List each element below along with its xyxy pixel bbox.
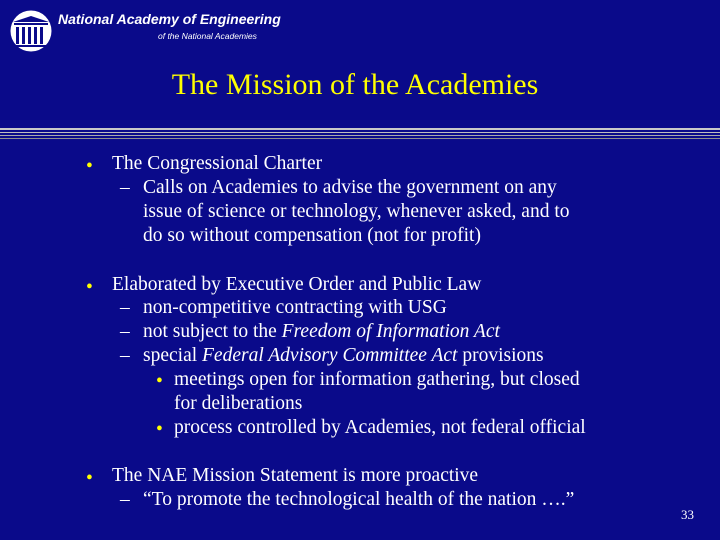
page-number: 33 — [681, 507, 694, 522]
bullet-dot-icon: • — [86, 468, 93, 489]
sub-bullet-text — [143, 320, 500, 344]
bullet-dot-icon: • — [86, 277, 93, 298]
organization-name: National Academy of Engineering — [58, 11, 281, 27]
sub-bullet-text — [143, 344, 544, 368]
dash-icon: – — [120, 489, 130, 510]
bullet-text: The Congressional Charter — [112, 153, 323, 174]
bullet-item — [86, 155, 93, 179]
bullet-text: The NAE Mission Statement is more proactive — [112, 465, 479, 486]
sub-bullet-text-continued: issue of science or technology, whenever asked, and to — [143, 201, 570, 222]
bullet-text: Elaborated by Executive Order and Public Law — [112, 274, 482, 295]
sub-bullet-text: Calls on Academies to advise the government on any — [143, 177, 557, 198]
dash-icon: – — [120, 177, 130, 198]
sub-sub-bullet-text: meetings open for information gathering, but closed — [174, 369, 580, 390]
sub-bullet-text-plain: provisions — [457, 345, 544, 366]
sub-bullet-text-continued: do so without compensation (not for profit) — [143, 225, 481, 246]
sub-sub-bullet — [156, 418, 163, 442]
sub-sub-bullet-text: process controlled by Academies, not federal official — [174, 417, 586, 438]
act-name-italic: Federal Advisory Committee Act — [202, 345, 458, 366]
slide-title: The Mission of the Academies — [171, 68, 539, 101]
bullet-dot-icon: • — [156, 371, 163, 392]
sub-bullet-text: “To promote the technological health of the nation ….” — [143, 489, 575, 510]
dash-icon: – — [120, 297, 130, 318]
act-name-italic: Freedom of Information Act — [281, 321, 500, 342]
sub-sub-bullet-text-continued: for deliberations — [174, 393, 303, 414]
bullet-item — [86, 467, 93, 491]
bullet-dot-icon: • — [86, 156, 93, 177]
sub-bullet-text-plain: special — [143, 345, 203, 366]
organization-subtitle: of the National Academies — [158, 31, 257, 41]
dash-icon: – — [120, 345, 130, 366]
dash-icon: – — [120, 321, 130, 342]
bullet-item — [86, 276, 93, 300]
sub-sub-bullet — [156, 370, 163, 394]
sub-bullet-text-plain: not subject to the — [143, 321, 282, 342]
bullet-dot-icon: • — [156, 419, 163, 440]
sub-bullet-text: non-competitive contracting with USG — [143, 297, 447, 318]
